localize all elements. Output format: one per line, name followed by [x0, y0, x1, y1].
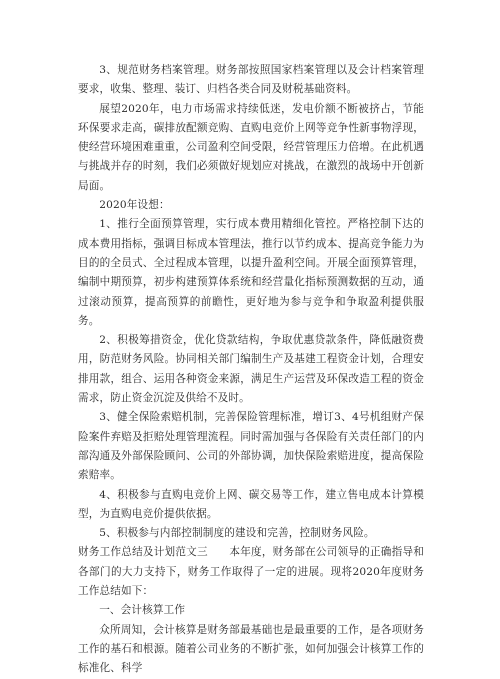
paragraph-outlook-2020: 展望2020年，电力市场需求持续低迷，发电价额不断被挤占，节能环保要求走高，碳排放配额竞购、直购电竞价上网等竞争性新事物浮现，使经营环境困难重重，公司盈利空间受限，经营管理压力倍增。在此机遇与挑战并存的时刻，我们必须做好规划应对挑战，在激烈的战场中开创新局面。 — [78, 102, 424, 192]
paragraph-plan-item-2: 2、积极筹措资金，优化贷款结构，争取优惠贷款条件，降低融资费用，防范财务风险。协同相关部门编制生产及基建工程资金计划，合理安排用款，组合、运用各种资金来源，满足生产运营及环保改造工程的资金需求，防止资金沉淀及供给不及时。 — [78, 334, 424, 405]
paragraph-archive-management: 3、规范财务档案管理。财务部按照国家档案管理以及会计档案管理要求，收集、整理、装订、归档各类合同及财税基础资料。 — [78, 64, 424, 96]
section-heading-accounting: 一、会计核算工作 — [99, 604, 186, 617]
paragraph-sample-three-intro: 财务工作总结及计划范文三 本年度，财务部在公司领导的正确指导和各部门的大力支持下，财务工作取得了一定的进展。现将2020年度财务工作总结如下： — [78, 546, 424, 598]
paragraph-plan-item-4: 4、积极参与直购电竞价上网、碳交易等工作，建立售电成本计算模型，为直购电竞价提供依据。 — [78, 488, 424, 520]
document-body — [78, 61, 424, 679]
paragraph-accounting-body: 众所周知，会计核算是财务部最基础也是最重要的工作，是各项财务工作的基石和根源。随着公司业务的不断扩张，如何加强会计核算工作的标准化、科学 — [78, 623, 424, 675]
paragraph-plan-item-1: 1、推行全面预算管理，实行成本费用精细化管控。严格控制下达的成本费用指标，强调目标成本管理法，推行以节约成本、提高竞争能力为目的的全员式、全过程成本管理，以提升盈利空间。开展全面预算管理，编制中期预算，初步构建预算体系统和经营量化指标预测数据的互动，通过滚动预算，提高预算的前瞻性，更好地为参与竞争和争取盈利提供服务。 — [78, 218, 424, 327]
paragraph-plan-item-3: 3、健全保险索赔机制，完善保险管理标准，增订3、4号机组财产保险案件弃赔及拒赔处理管理流程。同时需加强与各保险有关责任部门的内部沟通及外部保险顾问、公司的外部协调，加快保险索赔进度，提高保险索赔率。 — [78, 411, 424, 482]
paragraph-plan-item-5: 5、积极参与内部控制制度的建设和完善，控制财务风险。 — [99, 527, 375, 540]
paragraph-plan-heading: 2020年设想： — [99, 199, 170, 212]
